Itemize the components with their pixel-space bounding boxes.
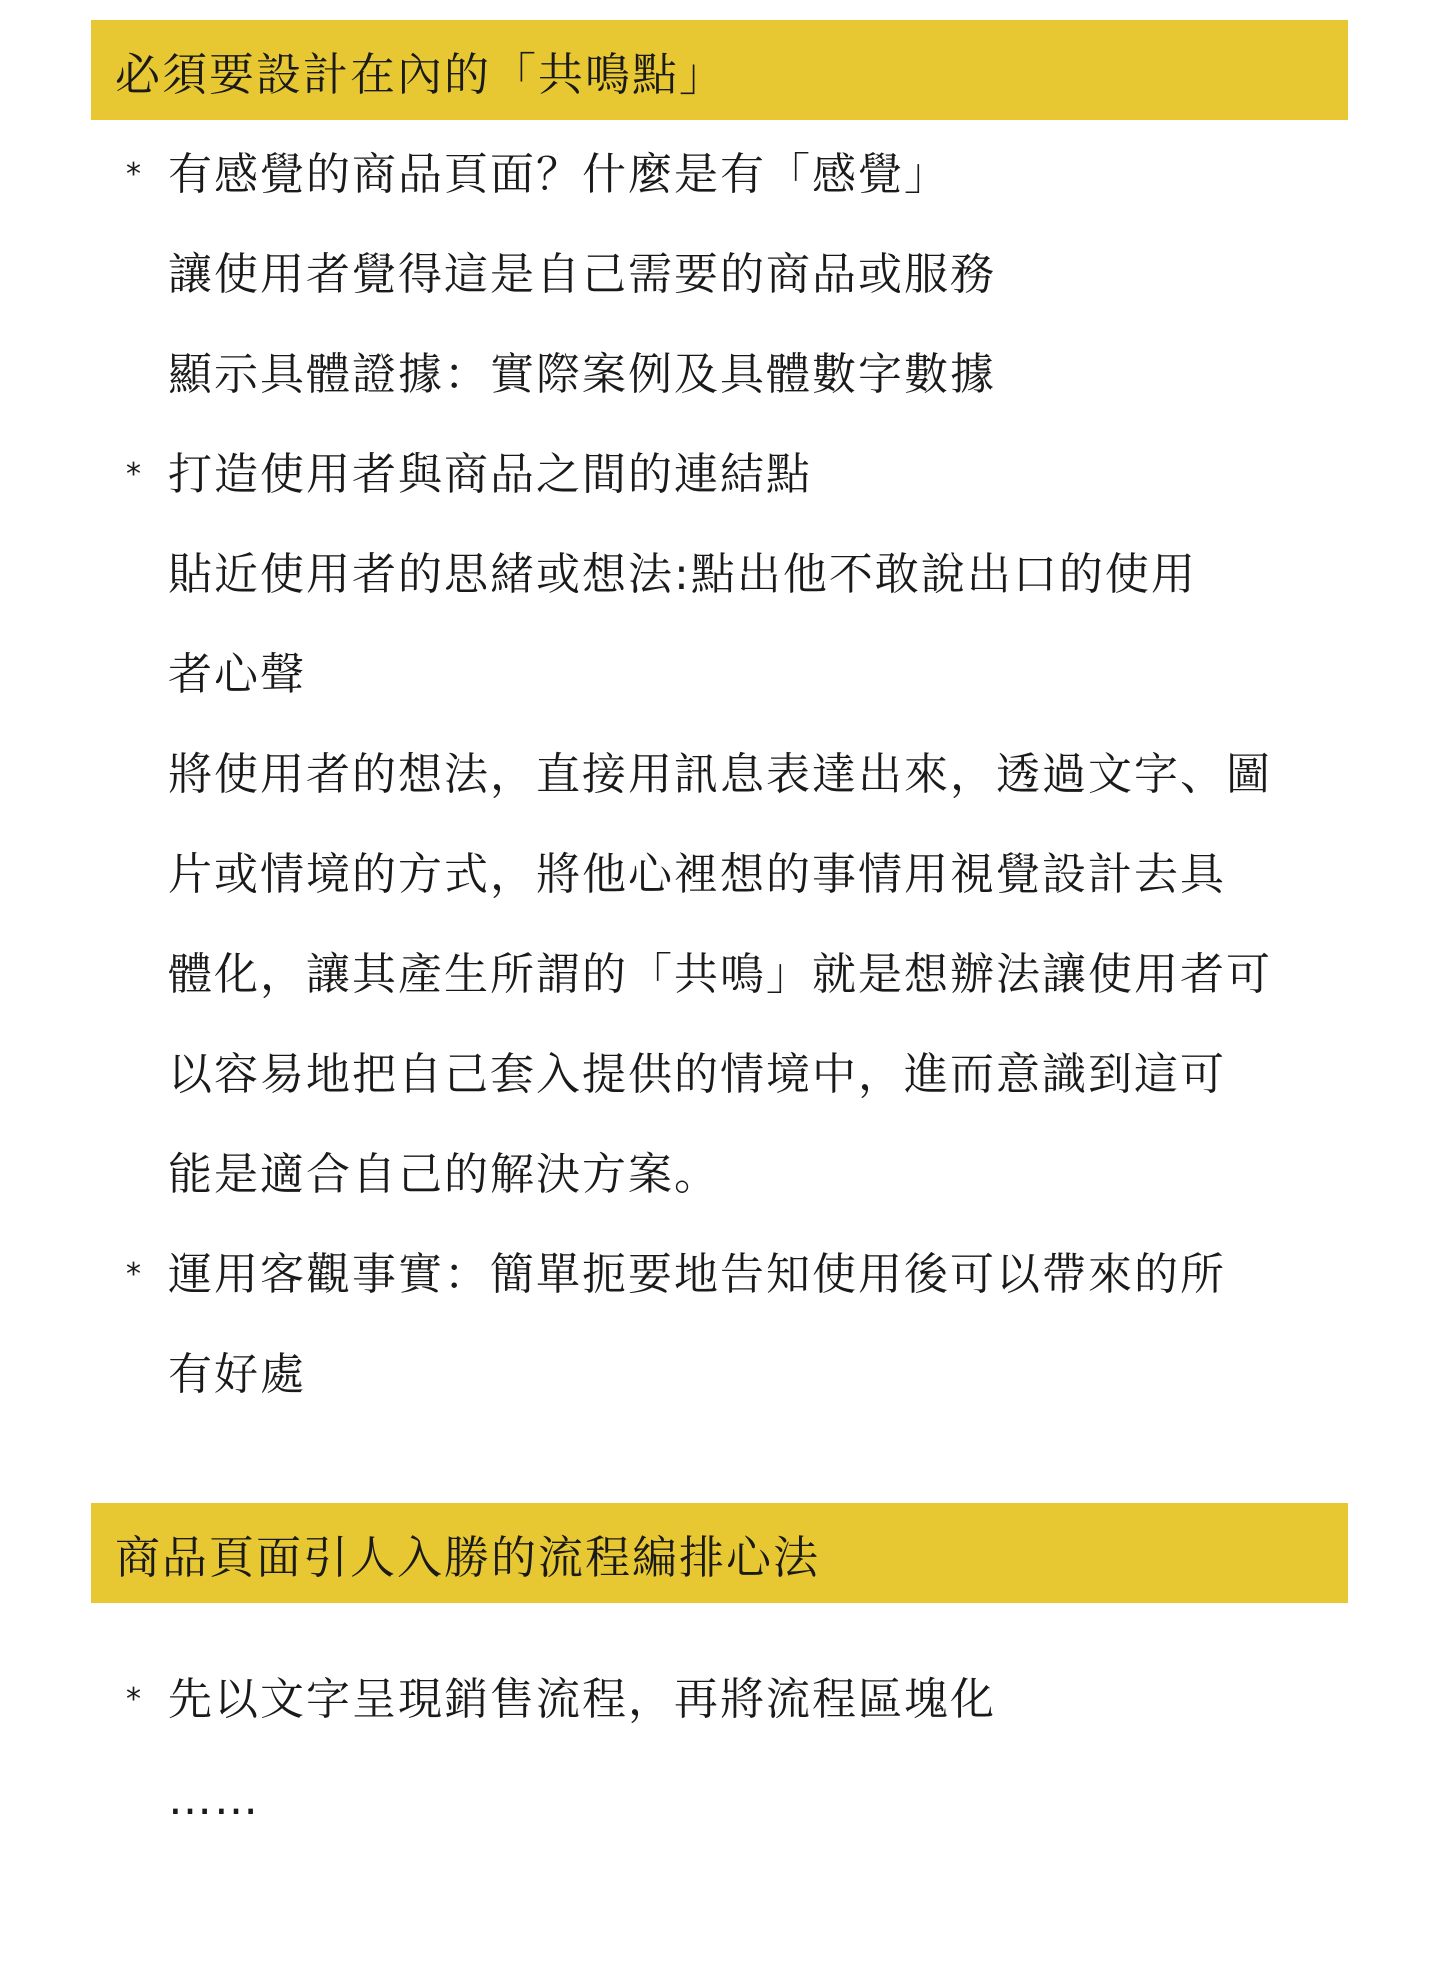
list-item-line: 運用客觀事實：簡單扼要地告知使用後可以帶來的所 (168, 1249, 1226, 1300)
list-item-line: 有好處 (168, 1349, 306, 1400)
list-item-line: 能是適合自己的解決方案。 (168, 1149, 720, 1200)
bullet-icon: * (126, 157, 141, 192)
bullet-icon: * (126, 1682, 141, 1717)
list-item-line: 貼近使用者的思緒或想法:點出他不敢說出口的使用 (168, 549, 1197, 600)
section-title: 商品頁面引人入勝的流程編排心法 (115, 1530, 821, 1584)
list-item-line: 片或情境的方式，將他心裡想的事情用視覺設計去具 (168, 849, 1226, 900)
list-item-line: 者心聲 (168, 649, 306, 700)
section-title: 必須要設計在內的「共鳴點」 (115, 47, 727, 101)
section-header-resonance (91, 20, 1348, 120)
ellipsis-text: …… (168, 1774, 260, 1825)
bullet-icon: * (126, 457, 141, 492)
list-item-line: 有感覺的商品頁面？什麼是有「感覺」 (168, 149, 950, 200)
bullet-icon: * (126, 1257, 141, 1292)
section-header-page-flow (91, 1503, 1348, 1603)
list-item-line: 以容易地把自己套入提供的情境中，進而意識到這可 (168, 1049, 1226, 1100)
list-item-line: 體化，讓其產生所謂的「共鳴」就是想辦法讓使用者可 (168, 949, 1272, 1000)
list-item-line: 打造使用者與商品之間的連結點 (168, 449, 812, 500)
list-item-line: 顯示具體證據：實際案例及具體數字數據 (168, 349, 996, 400)
list-item-line: 讓使用者覺得這是自己需要的商品或服務 (168, 249, 996, 300)
list-item-line: 先以文字呈現銷售流程，再將流程區塊化 (168, 1674, 996, 1725)
list-item-line: 將使用者的想法，直接用訊息表達出來，透過文字、圖 (168, 749, 1272, 800)
